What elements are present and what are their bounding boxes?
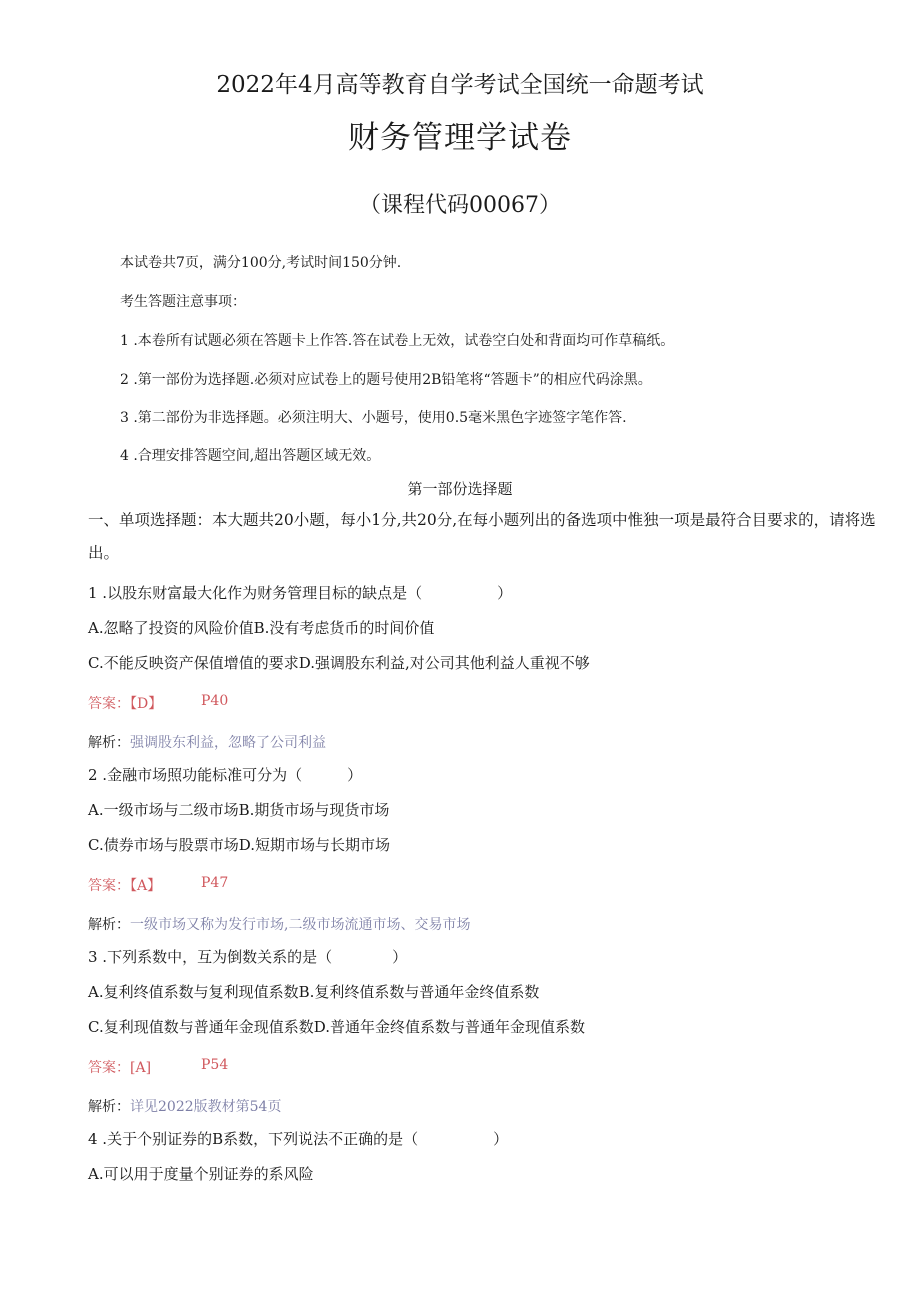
analysis-text: 强调股东利益，忽略了公司利益 (130, 735, 326, 751)
question-2-answer (88, 875, 229, 895)
question-4-option-a: A.可以用于度量个别证券的系风险 (88, 1165, 314, 1183)
analysis-label: 解析： (88, 735, 130, 751)
note-item-1: 1 .本卷所有试题必须在答题卡上作答.答在试卷上无效，试卷空白处和背面均可作草稿纸。 (120, 333, 675, 349)
question-2-options-ab: A.一级市场与二级市场B.期货市场与现货市场 (88, 801, 390, 819)
question-1-answer (88, 693, 229, 713)
exam-summary: 本试卷共7页，满分100分,考试时间150分钟. (120, 255, 402, 271)
note-item-4: 4 .合理安排答题空间,超出答题区域无效。 (120, 448, 381, 464)
question-3-stem: 3 .下列系数中，互为倒数关系的是（ ） (88, 948, 408, 966)
note-item-3: 3 .第二部份为非选择题。必须注明大、小题号，使用0.5毫米黑色字迹签字笔作答. (120, 410, 627, 426)
analysis-label: 解析： (88, 1099, 130, 1115)
answer-text: 答案：[A] (88, 1060, 152, 1076)
analysis-text: 一级市场又称为发行市场,二级市场流通市场、交易市场 (130, 917, 471, 933)
question-1-options-cd: C.不能反映资产保值增值的要求D.强调股东利益,对公司其他利益人重视不够 (88, 654, 590, 672)
notes-heading: 考生答题注意事项： (120, 294, 246, 310)
note-item-2: 2 .第一部份为选择题.必须对应试卷上的题号使用2B铅笔将“答题卡”的相应代码涂黑。 (120, 372, 652, 388)
question-1-stem: 1 .以股东财富最大化作为财务管理目标的缺点是（ ） (88, 584, 513, 602)
question-3-answer (88, 1057, 229, 1077)
section-intro: 一、单项选择题：本大题共20小题，每小1分,共20分,在每小题列出的备选项中惟独一项是最符合目要求的，请将选出。 (88, 511, 876, 562)
question-1-analysis (88, 732, 326, 752)
page-title: 财务管理学试卷 (348, 120, 572, 156)
answer-page: P40 (201, 693, 229, 709)
question-2-stem: 2 .金融市场照功能标准可分为（ ） (88, 766, 363, 784)
question-2-options-cd: C.债券市场与股票市场D.短期市场与长期市场 (88, 836, 390, 854)
analysis-text: 详见2022版教材第54页 (130, 1099, 282, 1115)
question-4-stem: 4 .关于个别证券的B系数，下列说法不正确的是（ ） (88, 1130, 509, 1148)
answer-page: P47 (201, 875, 229, 891)
exam-header: 2022年4月高等教育自学考试全国统一命题考试 (216, 72, 704, 98)
answer-page: P54 (201, 1057, 229, 1073)
question-2-analysis (88, 914, 470, 934)
section-title: 第一部份选择题 (407, 480, 513, 498)
question-3-options-ab: A.复利终值系数与复利现值系数B.复利终值系数与普通年金终值系数 (88, 983, 540, 1001)
answer-text: 答案：【D】 (88, 696, 163, 712)
question-1-options-ab: A.忽略了投资的风险价值B.没有考虑货币的时间价值 (88, 619, 435, 637)
answer-text: 答案：【A】 (88, 878, 162, 894)
analysis-label: 解析： (88, 917, 130, 933)
question-3-options-cd: C.复利现值数与普通年金现值系数D.普通年金终值系数与普通年金现值系数 (88, 1018, 585, 1036)
course-code: （课程代码00067） (359, 193, 561, 218)
question-3-analysis (88, 1096, 281, 1116)
